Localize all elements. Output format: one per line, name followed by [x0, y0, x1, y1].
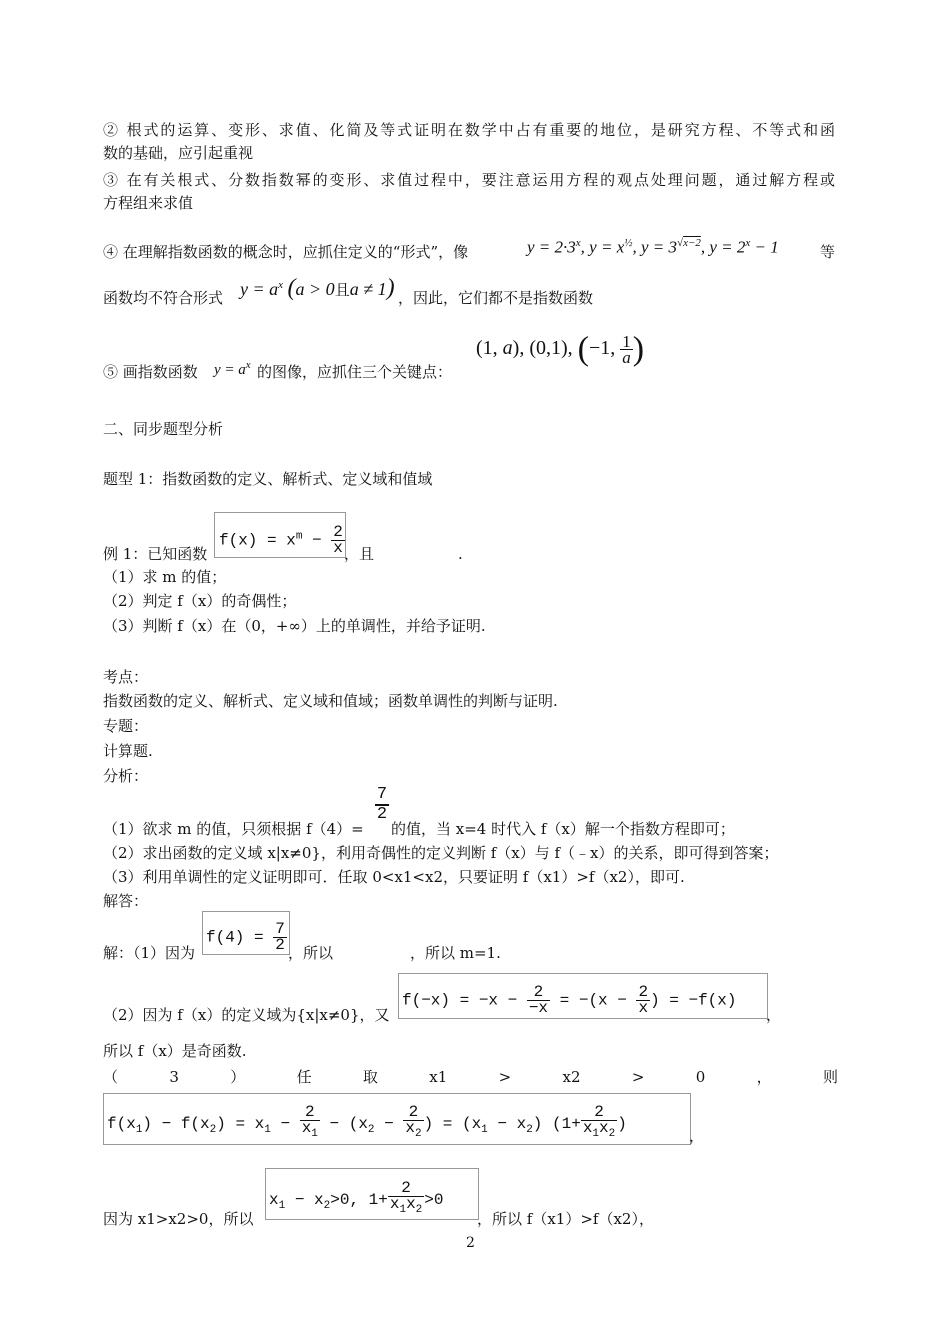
zhuanti-content: 计算题.	[103, 742, 153, 760]
formula-box-f4: f(4) = $\frac{7}{2}$	[202, 911, 290, 955]
paragraph-2-line-1: ② 根式的运算、变形、求值、化简及等式证明在数学中占有重要的地位，是研究方程、不等式和函	[103, 121, 835, 139]
formula-box-inequality: $x_1 - x_2>0$, 1+ $\frac{2}{x_1x_2}$ >0	[265, 1168, 479, 1220]
kaodian-label: 考点：	[103, 668, 149, 686]
question-3: （3）判断 f（x）在（0，+∞）上的单调性，并给予证明.	[103, 617, 486, 635]
example-1-a: 例 1：已知函数	[103, 545, 208, 563]
solution-3-comma: ，	[689, 1127, 705, 1145]
solution-1c: ，所以 m=1.	[410, 944, 501, 962]
paragraph-2-line-2: 数的基础，应引起重视	[103, 144, 254, 162]
solution-2a: （2）因为 f（x）的定义域为{x|x≠0}，又	[103, 1006, 390, 1024]
exponential-function: $y = a^x$	[214, 359, 251, 378]
kaodian-content: 指数函数的定义、解析式、定义域和值域；函数单调性的判断与证明.	[103, 692, 558, 710]
jieda-label: 解答：	[103, 892, 149, 910]
analysis-1b: 的值，当 x=4 时代入 f（x）解一个指数方程即可；	[391, 820, 735, 838]
paragraph-4-line-2a: 函数均不符合形式	[103, 289, 224, 307]
seven-halves: 7 2	[376, 785, 388, 824]
fenxi-label: 分析：	[103, 767, 149, 785]
paragraph-5-a: ⑤ 画指数函数	[103, 363, 198, 381]
section-heading: 二、同步题型分析	[103, 420, 224, 438]
example-1-c: .	[458, 545, 463, 563]
paragraph-4-deng: 等	[820, 243, 836, 261]
paragraph-5-b: 的图像，应抓住三个关键点：	[257, 363, 453, 381]
analysis-2: （2）求出函数的定义域 x|x≠0}，利用奇偶性的定义判断 f（x）与 f（﹣x）的关系，即可得到答案；	[103, 844, 779, 862]
formula-box-difference: $f(x_1) - f(x_2) = x_1$ − $\frac{2}{x_1}$ − ($x_2$ − $\frac{2}{x_2}$ ) = $(x_1 - x_2)$ (1+ $\frac{2}{x_1x_2}$ )	[103, 1093, 691, 1145]
paragraph-3-line-2: 方程组来求值	[103, 194, 194, 212]
solution-1b: ，所以	[288, 944, 334, 962]
solution-2b: ，	[766, 1006, 782, 1024]
exponential-counterexamples: $y = 2\cdot 3^x$, $y = x^{\frac{1}{2}}$, $y = 3^{√x-2}$, $y = 2^x - 1$	[527, 237, 779, 257]
paragraph-3-line-1: ③ 在有关根式、分数指数幂的变形、求值过程中，要注意运用方程的观点处理问题，通过解方程或	[103, 171, 835, 189]
type-1-heading: 题型 1：指数函数的定义、解析式、定义域和值域	[103, 470, 433, 488]
formula-box-fx: $f(x) = x^m$ − $\frac{2}{x}$	[214, 512, 346, 558]
solution-2c: 所以 f（x）是奇函数.	[103, 1042, 247, 1060]
analysis-1a: （1）欲求 m 的值，只须根据 f（4）=	[103, 820, 364, 838]
page-number: 2	[466, 1235, 475, 1251]
formula-box-odd: f(−x) = −x − $\frac{2}{-x}$ = −(x − $\frac{2}{x}$ ) = −f(x)	[398, 973, 768, 1019]
solution-3-spread: （ 3 ） 任 取 x1 > x2 > 0 ， 则	[103, 1068, 838, 1086]
paragraph-4-lead: ④ 在理解指数函数的概念时，应抓住定义的“形式”，像	[103, 243, 469, 261]
question-2: （2）判定 f（x）的奇偶性；	[103, 592, 297, 610]
paragraph-4-line-2b: ，因此，它们都不是指数函数	[398, 289, 594, 307]
question-1: （1）求 m 的值；	[103, 568, 227, 586]
example-1-b: ，且	[344, 545, 375, 563]
zhuanti-label: 专题：	[103, 717, 149, 735]
solution-4b: ，所以 f（x1）>f（x2），	[477, 1210, 654, 1228]
solution-4a: 因为 x1>x2>0，所以	[103, 1210, 254, 1228]
analysis-3: （3）利用单调性的定义证明即可．任取 0<x1<x2，只要证明 f（x1）>f（x2），即可.	[103, 868, 685, 886]
solution-1a: 解：（1）因为	[103, 944, 196, 962]
exponential-form: $y = a^x$ (a > 0且a ≠ 1)	[240, 275, 395, 301]
key-points: (1, a), (0,1), (−1, $\frac{1}{a}$ )	[476, 330, 645, 368]
